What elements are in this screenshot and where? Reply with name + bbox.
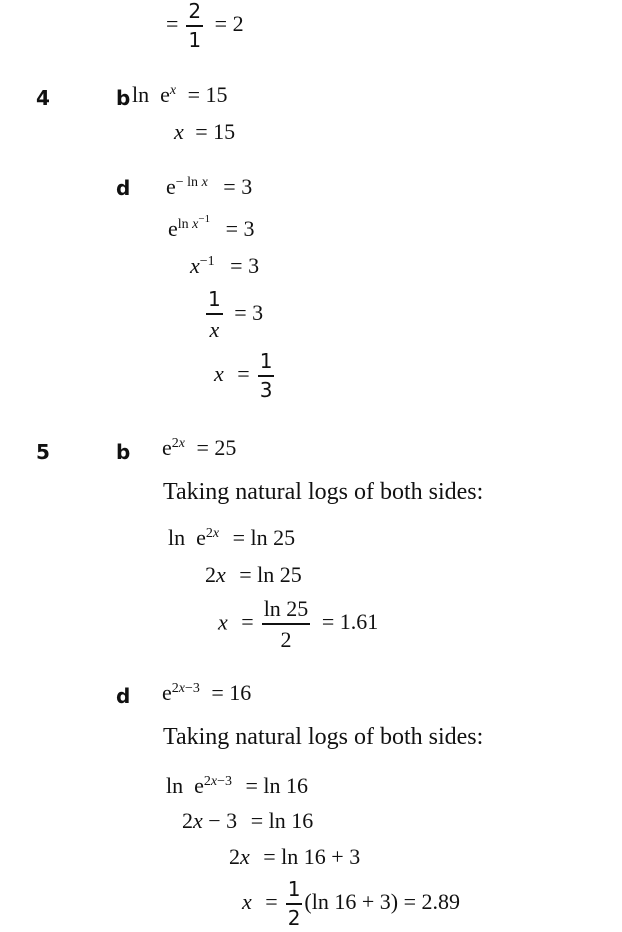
q5d-fraction-1-over-2: $\frac{1}{2}$ — [287, 877, 301, 930]
q5d-line-4: 2x = ln 16 + 3 — [229, 844, 361, 869]
q5b-line-2: $\ln e^{2x} = \ln 25$ — [168, 525, 296, 550]
part-label-5d: d — [116, 684, 131, 708]
question-number-4: 4 — [36, 86, 50, 110]
q5b-line-4: x = $\frac{\ln 25}{2}$ = 1.61 — [218, 596, 379, 653]
q4b-line-2: x = 15 — [174, 119, 236, 144]
q5d-line-5: x = $\frac{1}{2}$ (ln 16 + 3) = 2.89 — [242, 877, 461, 930]
q5d-line-2: $\ln e^{2x-3} = \ln 16$ — [166, 773, 309, 798]
q4d-line-5: x = $\frac{1}{3}$ — [214, 349, 273, 402]
q5b-instruction: Taking natural logs of both sides: — [163, 479, 484, 505]
q4b-line-1: $\ln e^x = 15$ — [132, 82, 228, 107]
top-equation: = $\frac{2}{1}$ = 2 — [166, 0, 244, 52]
q5b-line-1: $e^{2x} = 25$ — [162, 435, 237, 460]
q5d-line-3: 2x − 3 = ln 16 — [182, 808, 314, 833]
part-label-4b: b — [116, 86, 131, 110]
top-fraction: $\frac{2}{1}$ — [188, 0, 202, 52]
q4d-line-2: $e^{ln x^{-1}} = 3$ — [168, 213, 255, 241]
q4d-fraction-1-over-3: $\frac{1}{3}$ — [259, 349, 273, 402]
top-result: = 2 — [214, 11, 244, 37]
q5d-instruction: Taking natural logs of both sides: — [163, 724, 484, 750]
question-number-5: 5 — [36, 440, 50, 464]
q5b-line-3: 2x = ln 25 — [205, 562, 302, 587]
q4d-line-4: $\frac{1}{x}$ = 3 — [208, 287, 264, 342]
q4d-fraction-1-over-x: $\frac{1}{x}$ — [208, 287, 221, 342]
part-label-5b: b — [116, 440, 131, 464]
q4d-line-1: $e^{- ln x} = 3$ — [166, 174, 253, 199]
q4d-line-3: $x^{-1} = 3$ — [190, 253, 260, 278]
q5d-line-1: $e^{2x-3} = 16$ — [162, 680, 252, 705]
part-label-4d: d — [116, 176, 131, 200]
q5b-fraction-ln25-over-2: $\frac{\ln 25}{2}$ — [263, 596, 309, 653]
